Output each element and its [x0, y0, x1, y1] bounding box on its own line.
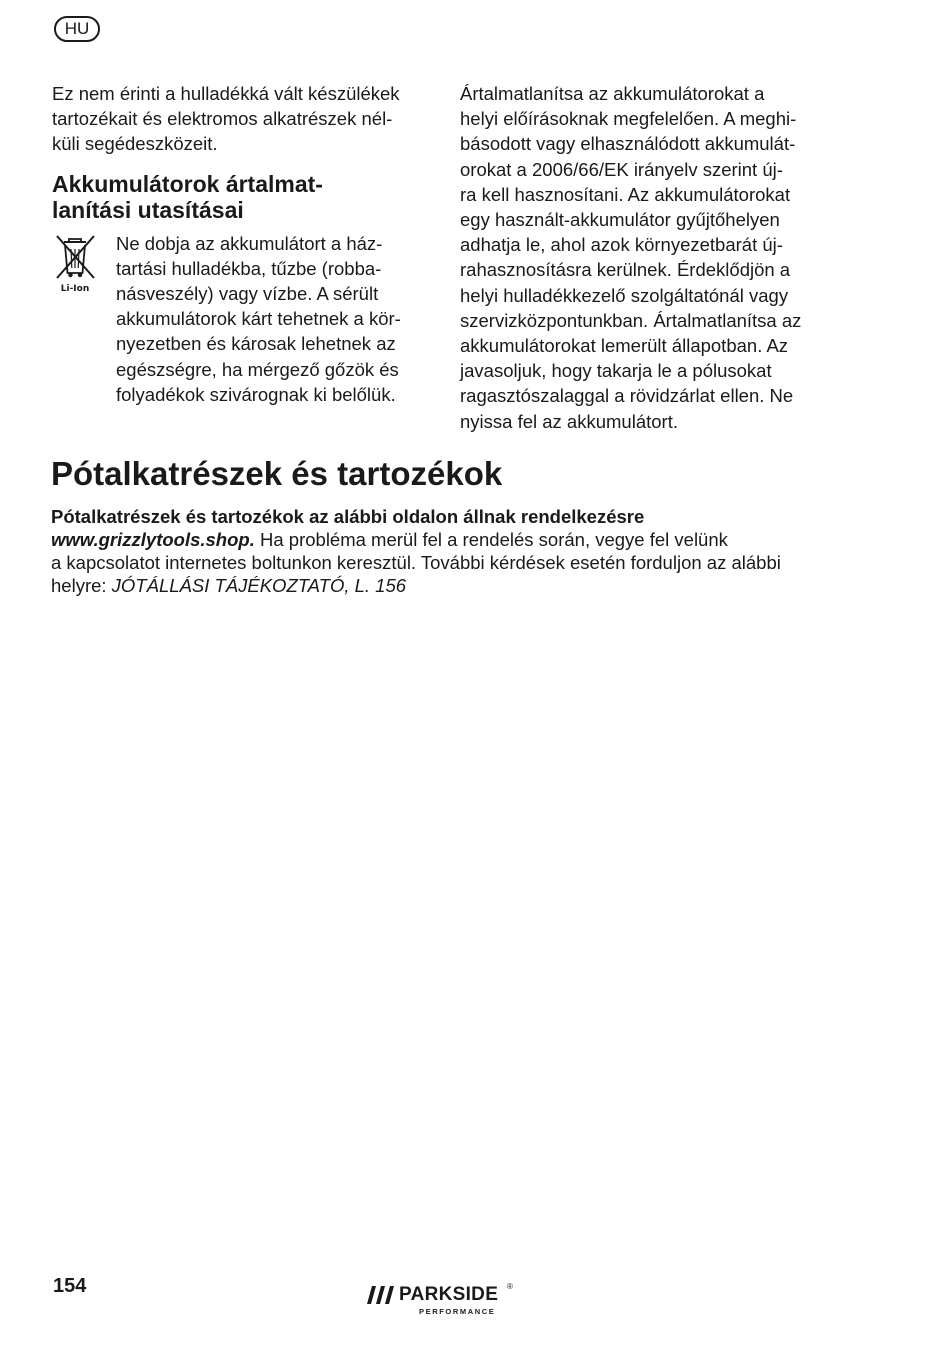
li-ion-label: Li-Ion — [60, 283, 90, 294]
text-line: Ez nem érinti a hulladékká vált készülékek — [52, 83, 400, 104]
text-line: ragasztószalaggal a rövidzárlat ellen. Ne — [460, 385, 794, 407]
text-line: szervizközpontunkban. Ártalmatlanítsa az — [460, 309, 802, 331]
text-line: folyadékok szivárognak ki belőlük. — [116, 383, 396, 405]
text-line: Ne dobja az akkumulátort a ház- — [116, 232, 383, 254]
text-line: tartási hulladékba, tűzbe (robba- — [116, 257, 382, 279]
text-line: helyi előírásoknak megfelelően. A meghi- — [460, 108, 797, 130]
logo-stripes-icon — [367, 1286, 395, 1304]
heading-line: lanítási utasításai — [52, 196, 244, 223]
text-line: egészségre, ha mérgező gőzök és — [116, 358, 399, 380]
text-fragment: helyre: — [51, 575, 112, 596]
page-number: 154 — [53, 1275, 87, 1297]
text-line: nyezetben és károsak lehetnek az — [116, 333, 396, 355]
text-line: nyissa fel az akkumulátort. — [460, 410, 678, 432]
brand-subtitle: PERFORMANCE — [419, 1307, 496, 1316]
brand-name: PARKSIDE — [399, 1284, 499, 1305]
warranty-reference: JÓTÁLLÁSI TÁJÉKOZTATÓ, L. 156 — [111, 575, 407, 596]
text-line — [51, 528, 851, 551]
text-line: adhatja le, ahol azok környezetbarát új- — [460, 234, 783, 256]
spare-parts-lead: Pótalkatrészek és tartozékok az alábbi oldalon állnak rendelkezésre — [51, 506, 645, 527]
text-line: küli segédeszközeit. — [52, 133, 218, 155]
spare-parts-paragraph — [51, 505, 851, 597]
text-line: Ártalmatlanítsa az akkumulátorokat a — [460, 83, 765, 104]
battery-disposal-paragraph — [116, 231, 424, 407]
text-line: ra kell hasznosítani. Az akkumulátorokat — [460, 183, 791, 205]
text-line: orokat a 2006/66/EK irányelv szerint új- — [460, 158, 783, 180]
text-line: tartozékait és elektromos alkatrészek nél- — [52, 108, 393, 130]
language-badge: HU — [54, 16, 100, 42]
battery-recycling-paragraph — [460, 81, 835, 434]
text-line — [51, 574, 851, 597]
text-line: básodott vagy elhasználódott akkumulát- — [460, 133, 796, 155]
heading-line: Akkumulátorok ártalmat- — [52, 170, 323, 197]
text-line: rahasznosításra kerülnek. Érdeklődjön a — [460, 259, 791, 281]
text-line: javasoljuk, hogy takarja le a pólusokat — [460, 360, 772, 382]
registered-mark: ® — [507, 1282, 513, 1291]
text-line: helyi hulladékkezelő szolgáltatónál vagy — [460, 284, 789, 306]
text-line: a kapcsolatot internetes boltunkon keresztül. További kérdések esetén forduljon az alábbi — [51, 552, 781, 573]
crossed-out-wheelie-bin-icon — [52, 233, 100, 295]
intro-paragraph — [52, 81, 424, 157]
battery-disposal-heading — [52, 171, 424, 223]
text-line: egy használt-akkumulátor gyűjtőhelyen — [460, 209, 780, 231]
parkside-logo — [367, 1284, 517, 1320]
text-line: násveszély) vagy vízbe. A sérült — [116, 283, 379, 305]
left-column — [52, 81, 424, 407]
text-line: akkumulátorok kárt tehetnek a kör- — [116, 308, 401, 330]
text-fragment: Ha probléma merül fel a rendelés során, vegye fel velünk — [254, 529, 728, 550]
shop-url-link[interactable]: www.grizzlytools.shop. — [51, 529, 255, 550]
right-column — [460, 81, 835, 434]
spare-parts-title: Pótalkatrészek és tartozékok — [51, 455, 503, 492]
text-line: akkumulátorokat lemerült állapotban. Az — [460, 335, 789, 357]
battery-disposal-block — [52, 231, 424, 407]
